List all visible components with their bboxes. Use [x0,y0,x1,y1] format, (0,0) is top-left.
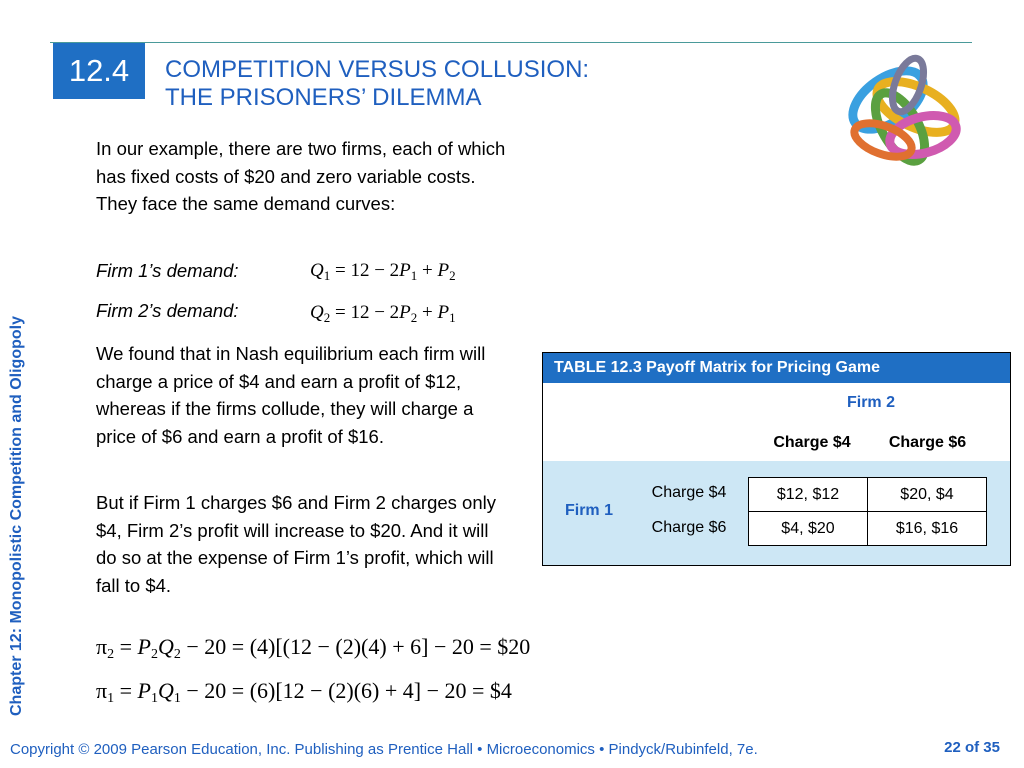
title-line-2: THE PRISONERS’ DILEMMA [165,84,482,111]
title-line-1: COMPETITION VERSUS COLLUSION: [165,56,590,83]
payoff-cell-6-4: $4, $20 [748,511,868,546]
nash-paragraph: We found that in Nash equilibrium each firm will charge a price of $4 and earn a profit of $12, whereas if the firms collude, they will charge a price of $6 and earn a profit of $16. [96,343,486,447]
top-rule [50,42,972,43]
row-head-charge4: Charge $4 [651,484,727,501]
profit2-equation: $\pi_2 = P_2Q_2 - 20 = (4)[(12 - (2)(4) + 6] - 20$ = $20 [96,634,531,662]
payoff-cell-4-6: $20, $4 [867,477,987,512]
payoff-cell-6-6: $16, $16 [867,511,987,546]
column-head-charge6: Charge $6 [888,434,967,451]
column-player-label: Firm 2 [846,394,895,411]
row-head-charge6: Charge $6 [651,519,727,536]
firm1-demand-label: Firm 1’s demand: [96,260,239,281]
firm2-demand-label: Firm 2’s demand: [96,300,239,321]
firm1-demand-equation: $Q_1 = 12 - 2P_1 + P_2$ [310,260,456,283]
table-caption: TABLE 12.3 Payoff Matrix for Pricing Game [543,353,1010,383]
page-number: 22 of 35 [944,739,1000,756]
row-player-label: Firm 1 [564,502,613,519]
intro-paragraph: In our example, there are two firms, each of which has fixed costs of $20 and zero variable costs. They face the same demand curves: [96,138,506,214]
column-head-charge4: Charge $4 [773,434,851,451]
payoff-matrix-table [542,352,1011,566]
interlocking-rings-logo-icon [828,45,978,180]
chapter-label: Chapter 12: Monopolistic Competition and Oligopoly [8,316,25,716]
profit1-equation: $\pi_1 = P_1Q_1 - 20 = (6)[12 - (2)(6) + 4] - 20$ = $4 [96,678,512,706]
defection-paragraph: But if Firm 1 charges $6 and Firm 2 charges only $4, Firm 2’s profit will increase to $20. And it will do so at the expense of Firm 1’s profit, which will fall to $4. [96,492,496,596]
section-number: 12.4 [53,43,145,99]
copyright-footer: Copyright © 2009 Pearson Education, Inc. Publishing as Prentice Hall • Microeconomics • Pindyck/Rubinfeld, 7e. [10,741,758,758]
payoff-cell-4-4: $12, $12 [748,477,868,512]
firm2-demand-equation: $Q_2 = 12 - 2P_2 + P_1$ [310,302,456,325]
slide-title [165,56,589,112]
